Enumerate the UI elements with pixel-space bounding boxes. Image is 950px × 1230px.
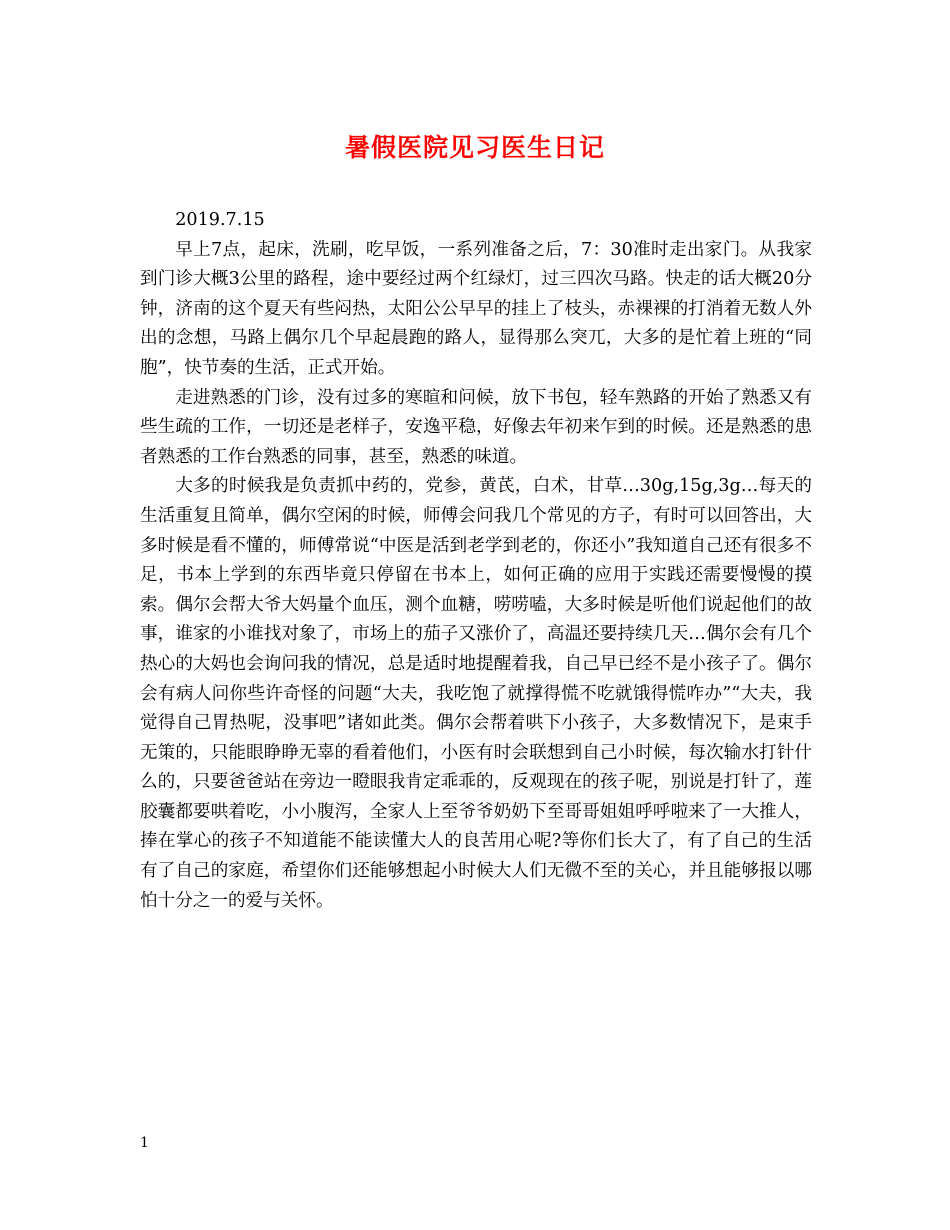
document-title: 暑假医院见习医生日记	[344, 133, 605, 162]
document-body	[140, 206, 812, 916]
paragraph-morning: 早上7点，起床，洗刷，吃早饭，一系列准备之后，7：30准时走出家门。从我家到门诊大概3公里的路程，途中要经过两个红绿灯，过三四次马路。快走的话大概20分钟，济南的这个夏天有些闷热，太阳公公早早的挂上了枝头，赤裸裸的打消着无数人外出的念想，马路上偶尔几个早起晨跑的路人，显得那么突兀，大多的是忙着上班的“同胞”，快节奏的生活，正式开始。	[140, 239, 812, 378]
date-line: 2019.7.15	[175, 210, 265, 230]
page-number: 1	[140, 1135, 149, 1151]
paragraph-daily-work: 大多的时候我是负责抓中药的，党参，黄芪，白术，甘草…30g,15g,3g…每天的生活重复且简单，偶尔空闲的时候，师傅会问我几个常见的方子，有时可以回答出，大多时候是看不懂的，师傅常说“中医是活到老学到老的，你还小”我知道自己还有很多不足，书本上学到的东西毕竟只停留在书本上，如何正确的应用于实践还需要慢慢的摸索。偶尔会帮大爷大妈量个血压，测个血糖，唠唠嗑，大多时候是听他们说起他们的故事，谁家的小谁找对象了，市场上的茄子又涨价了，高温还要持续几天…偶尔会有几个热心的大妈也会询问我的情况，总是适时地提醒着我，自己早已经不是小孩子了。偶尔会有病人问你些许奇怪的问题“大夫，我吃饱了就撑得慌不吃就饿得慌咋办”“大夫，我觉得自己胃热呢，没事吧”诸如此类。偶尔会帮着哄下小孩子，大多数情况下，是束手无策的，只能眼睁睁无辜的看着他们，小医有时会联想到自己小时候，每次输水打针什么的，只要爸爸站在旁边一瞪眼我肯定乖乖的，反观现在的孩子呢，别说是打针了，莲胶囊都要哄着吃，小小腹泻，全家人上至爷爷奶奶下至哥哥姐姐呼呼啦来了一大推人，捧在掌心的孩子不知道能不能读懂大人的良苦用心呢?等你们长大了，有了自己的生活有了自己的家庭，希望你们还能够想起小时候大人们无微不至的关心，并且能够报以哪怕十分之一的爱与关怀。	[140, 476, 812, 911]
paragraph-clinic: 走进熟悉的门诊，没有过多的寒暄和问候，放下书包，轻车熟路的开始了熟悉又有些生疏的工作，一切还是老样子，安逸平稳，好像去年初来乍到的时候。还是熟悉的患者熟悉的工作台熟悉的同事，甚至，熟悉的味道。	[140, 387, 812, 467]
